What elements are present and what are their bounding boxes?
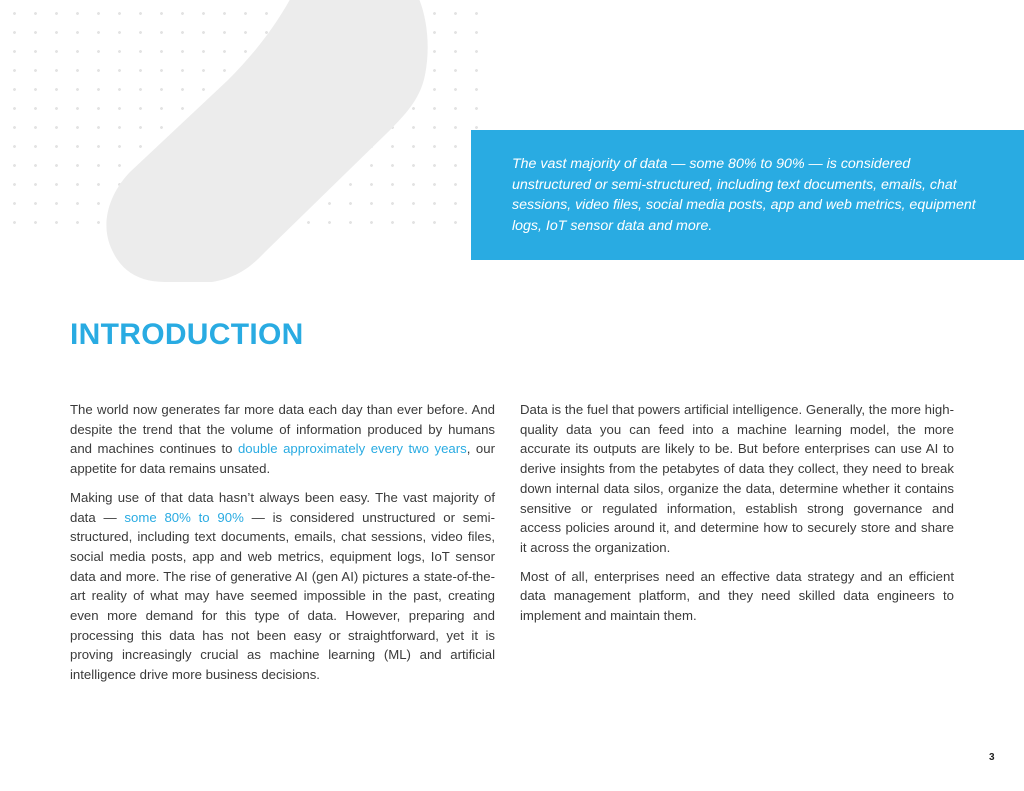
data-doubling-link[interactable]: double approximately every two years	[237, 441, 467, 457]
chevron-graphic	[0, 0, 470, 330]
paragraph-text: The world now generates far more data each day than ever before. And despite the trend that the volume of information produced by humans and machines continues to	[70, 402, 495, 457]
page-number: 3	[989, 752, 995, 763]
left-column	[70, 400, 495, 694]
paragraph-text: , our appetite for data remains unsated.	[70, 441, 495, 477]
paragraph: Data is the fuel that powers artificial intelligence. Generally, the more high-quality data you can feed into a machine learning model, the more accurate its outputs are likely to be. But before enterprises can use AI to derive insights from the petabytes of data they collect, they need to break down internal data silos, organize the data, determine whether it contains sensitive or regulated information, establish strong governance and access policies around it, and determine how to securely store and share it across the organization.	[520, 402, 954, 555]
paragraph-text: — is considered unstructured or semi-structured, including text documents, emails, chat sessions, video files, social media posts, app and web metrics, equipment logs, IoT sensor data and more. The rise of generative AI (gen AI) pictures a state-of-the-art reality of what may have seemed impossible in the past, creating even more demand for this type of data. However, preparing and processing this data has not been easy or straightforward, yet it is proving increasingly crucial as machine learning (ML) and artificial intelligence drive more business decisions.	[70, 509, 495, 683]
paragraph: Most of all, enterprises need an effective data strategy and an efficient data management platform, and they need skilled data engineers to implement and maintain them.	[520, 568, 954, 624]
unstructured-data-link[interactable]: some 80% to 90%	[124, 509, 244, 525]
pull-quote-callout	[471, 130, 1024, 260]
section-heading: INTRODUCTION	[70, 318, 304, 351]
paragraph	[70, 400, 495, 479]
right-column	[520, 400, 954, 635]
paragraph-text: Making use of that data hasn’t always been easy. The vast majority of data —	[70, 489, 495, 525]
pull-quote-text: The vast majority of data — some 80% to 90% — is considered unstructured or semi-structured, including text documents, emails, chat sessions, video files, social media posts, app and web metrics, equipment logs, IoT sensor data and more.	[512, 156, 976, 234]
paragraph	[70, 488, 495, 685]
